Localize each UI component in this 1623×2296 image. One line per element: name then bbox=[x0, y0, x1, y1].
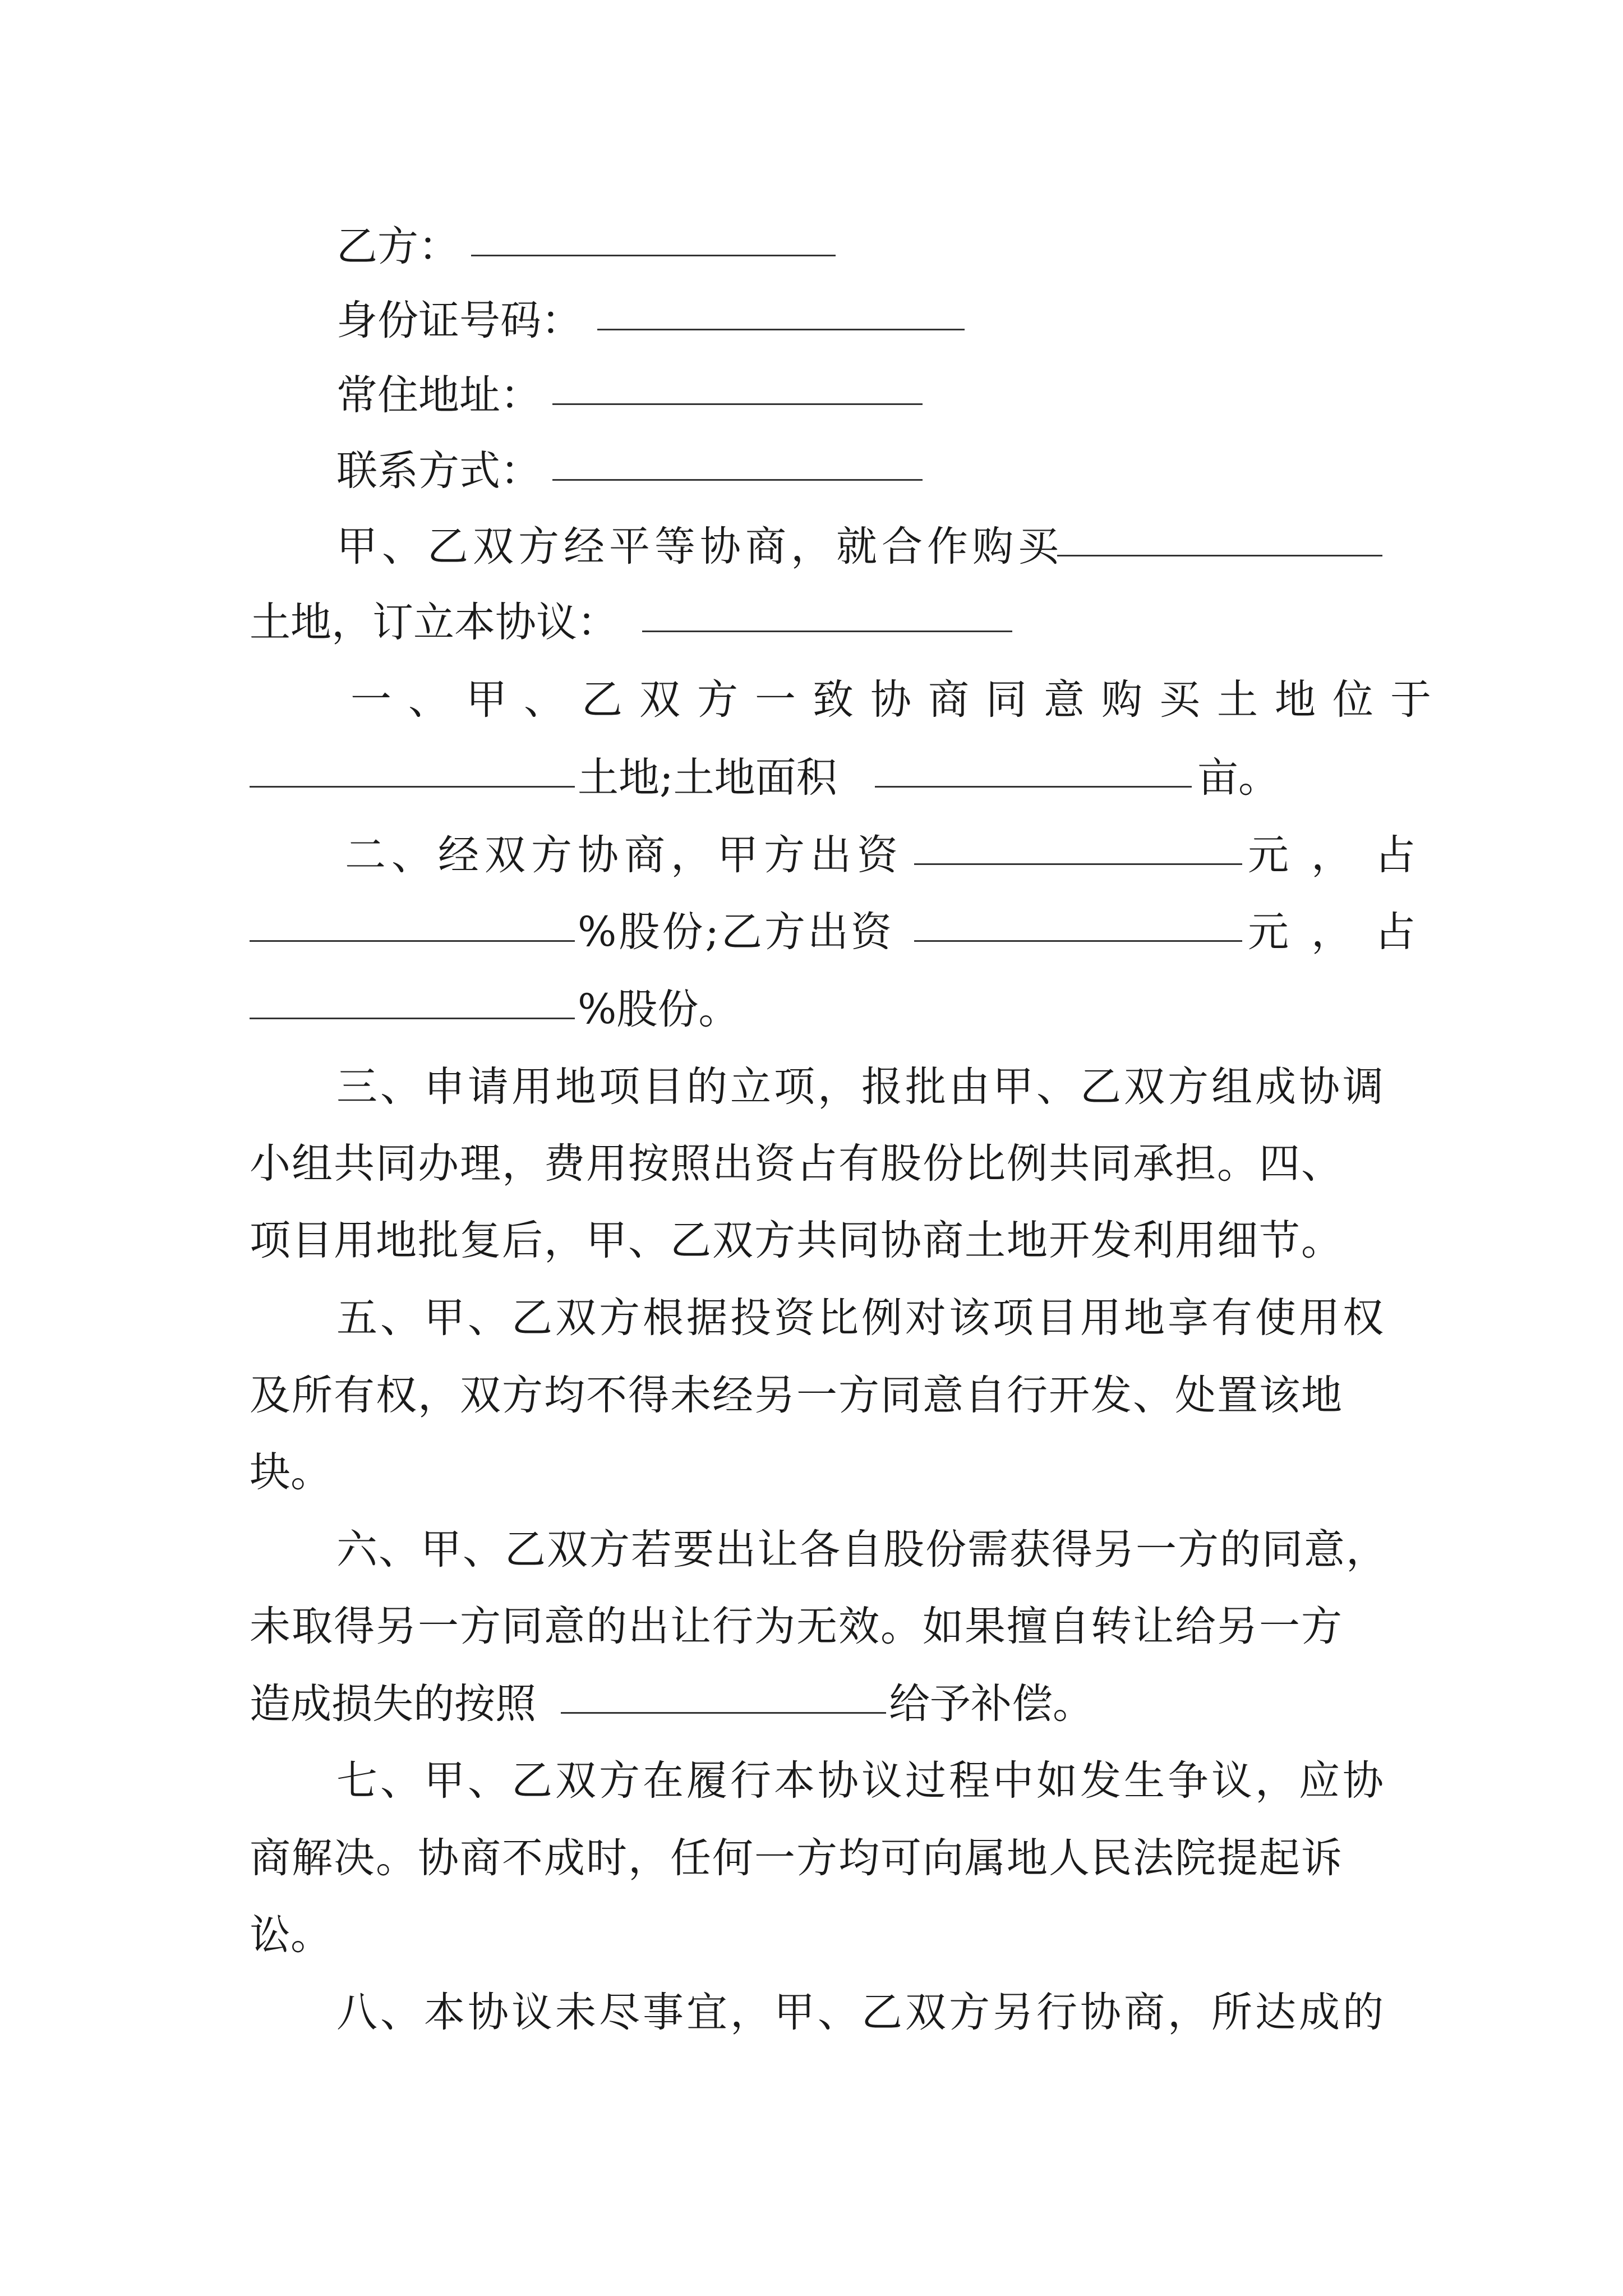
clause3-text-1: 三、申请用地项目的立项，报批由甲、乙双方组成协调 bbox=[336, 1063, 1386, 1111]
party-b-line bbox=[0, 219, 1623, 275]
compensation-blank[interactable] bbox=[561, 1710, 886, 1714]
id-number-blank[interactable] bbox=[597, 326, 965, 330]
clause5-text-1: 五、甲、乙双方根据投资比例对该项目用地享有使用权 bbox=[336, 1294, 1386, 1342]
clause3-line-2 bbox=[0, 1136, 1623, 1192]
intro-line-2 bbox=[0, 595, 1623, 651]
land-location-blank[interactable] bbox=[1057, 553, 1382, 556]
party-a-investment-blank[interactable] bbox=[914, 861, 1242, 865]
contact-label: 联系方式： bbox=[336, 447, 541, 495]
clause1-line-1 bbox=[0, 672, 1623, 728]
clause7-line-3 bbox=[0, 1907, 1623, 1963]
clause7-text-1: 七、甲、乙双方在履行本协议过程中如发生争议，应协 bbox=[336, 1757, 1386, 1805]
clause8-line-1 bbox=[0, 1985, 1623, 2041]
clause2-line-2 bbox=[0, 904, 1623, 960]
clause1-text-1: 一、甲、乙双方一致协商同意购买土地位于 bbox=[351, 676, 1448, 724]
clause2-yuan-1: 元，占 bbox=[1248, 831, 1438, 879]
clause6-text-3a: 造成损失的按照 bbox=[250, 1680, 536, 1728]
clause6-text-2: 未取得另一方同意的出让行为无效。如果擅自转让给另一方 bbox=[250, 1603, 1343, 1650]
clause8-text-1: 八、本协议未尽事宜，甲、乙双方另行协商，所达成的 bbox=[336, 1989, 1386, 2036]
id-number-label: 身份证号码： bbox=[336, 297, 582, 344]
clause6-text-3b: 给予补偿。 bbox=[889, 1680, 1094, 1728]
address-label: 常住地址： bbox=[336, 371, 541, 419]
clause7-line-1 bbox=[0, 1753, 1623, 1809]
clause6-text-1: 六、甲、乙双方若要出让各自股份需获得另一方的同意， bbox=[336, 1526, 1388, 1573]
clause5-line-3 bbox=[0, 1444, 1623, 1501]
clause7-text-2: 商解决。协商不成时，任何一方均可向属地人民法院提起诉 bbox=[250, 1834, 1343, 1882]
clause2-line-3 bbox=[0, 982, 1623, 1038]
party-a-share-blank[interactable] bbox=[250, 938, 575, 942]
intro-text-2: 土地，订立本协议： bbox=[250, 599, 618, 646]
clause2-yuan-2: 元，占 bbox=[1248, 908, 1438, 956]
clause2-line-1 bbox=[0, 827, 1623, 884]
intro-line-1 bbox=[0, 519, 1623, 575]
clause1-text-a: 土地;土地面积 bbox=[578, 754, 837, 802]
agreement-blank[interactable] bbox=[642, 628, 1012, 632]
clause1-text-b: 亩。 bbox=[1197, 754, 1279, 802]
intro-text-1: 甲、乙双方经平等协商，就合作购买 bbox=[336, 523, 1063, 570]
clause7-text-3: 讼。 bbox=[250, 1911, 331, 1959]
clause5-text-3: 块。 bbox=[250, 1448, 331, 1496]
clause6-line-2 bbox=[0, 1599, 1623, 1655]
contact-line bbox=[0, 443, 1623, 499]
clause6-line-1 bbox=[0, 1522, 1623, 1578]
land-area-blank[interactable] bbox=[875, 784, 1192, 788]
clause6-line-3 bbox=[0, 1676, 1623, 1732]
land-site-blank[interactable] bbox=[250, 784, 575, 788]
clause5-text-2: 及所有权，双方均不得未经另一方同意自行开发、处置该地 bbox=[250, 1372, 1343, 1419]
contact-blank[interactable] bbox=[552, 477, 923, 481]
party-b-share-blank[interactable] bbox=[250, 1015, 575, 1019]
clause2-text-b: %股份。 bbox=[578, 986, 740, 1033]
clause5-line-1 bbox=[0, 1290, 1623, 1346]
address-line bbox=[0, 367, 1623, 424]
party-b-blank[interactable] bbox=[471, 252, 836, 256]
id-number-line bbox=[0, 293, 1623, 349]
clause1-line-2 bbox=[0, 750, 1623, 806]
clause2-text-1: 二、经双方协商，甲方出资 bbox=[345, 831, 903, 879]
clause2-text-a: %股份;乙方出资 bbox=[578, 908, 894, 956]
clause3-line-1 bbox=[0, 1059, 1623, 1115]
party-b-label: 乙方： bbox=[336, 223, 459, 270]
address-blank[interactable] bbox=[552, 401, 923, 405]
clause5-line-2 bbox=[0, 1368, 1623, 1424]
clause3-text-2: 小组共同办理，费用按照出资占有股份比例共同承担。四、 bbox=[250, 1140, 1343, 1188]
clause3-line-3 bbox=[0, 1213, 1623, 1269]
clause7-line-2 bbox=[0, 1830, 1623, 1887]
party-b-investment-blank[interactable] bbox=[914, 938, 1242, 942]
clause3-text-3: 项目用地批复后，甲、乙双方共同协商土地开发利用细节。 bbox=[250, 1217, 1343, 1264]
